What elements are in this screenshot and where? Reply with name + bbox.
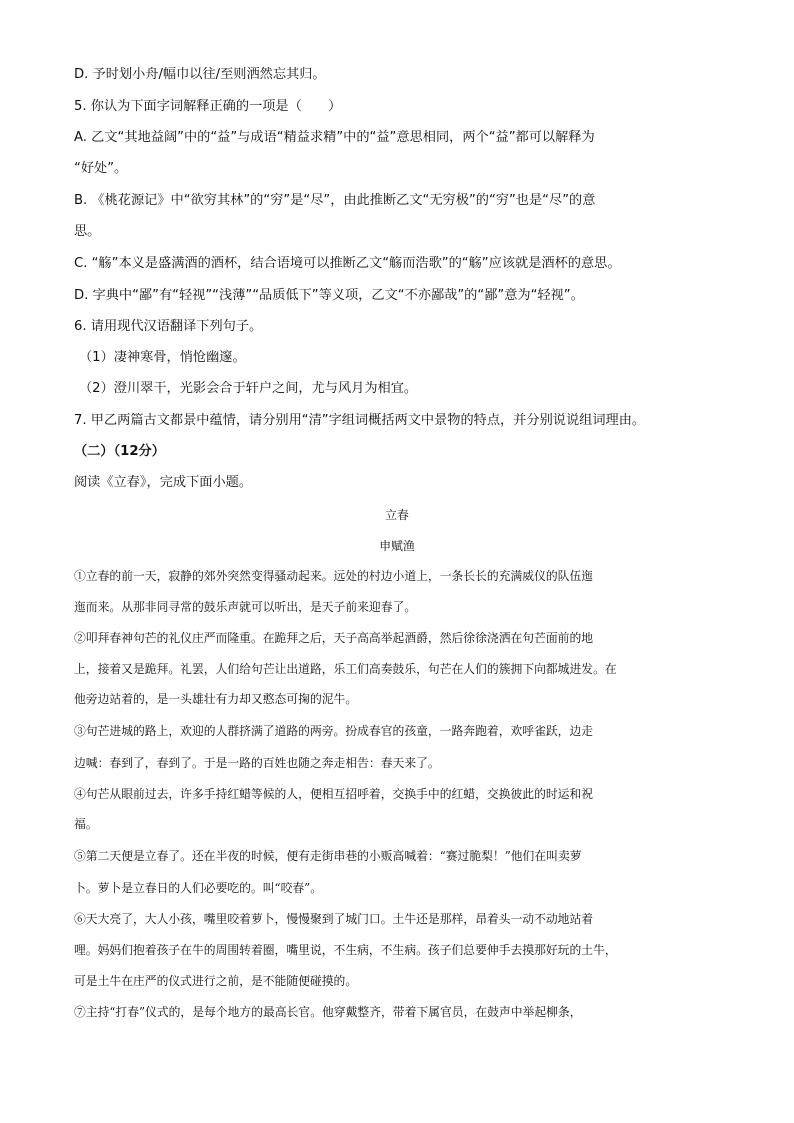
article-line: 上，接着又是跪拜。礼罢，人们给句芒让出道路，乐工们高奏鼓乐，句芒在人们的簇拥下向都城进发。在 (74, 662, 617, 676)
article-line: ⑥天大亮了，大人小孩，嘴里咬着萝卜，慢慢聚到了城门口。土牛还是那样，昂着头一动不动地站着 (74, 912, 594, 926)
q4-option-d: D. 予时划小舟/幅巾以往/至则洒然忘其归。 (74, 67, 326, 82)
q5-option-d: D. 字典中“鄙”有“轻视”“浅薄”“品质低下”等义项，乙文“不亦鄙哉”的“鄙”意为“轻视”。 (74, 288, 584, 303)
article-line: ①立春的前一天，寂静的郊外突然变得骚动起来。远处的村边小道上，一条长长的充满威仪的队伍迤 (74, 569, 594, 583)
article-line: ③句芒进城的路上，欢迎的人群挤满了道路的两旁。扮成春官的孩童，一路奔跑着，欢呼雀跃，边走 (74, 724, 594, 738)
q5-option-a-line2: “好处”。 (74, 161, 128, 176)
q5-option-b-line1: B. 《桃花源记》中“欲穷其林”的“穷”是“尽”，由此推断乙文“无穷极”的“穷”也是“尽”的意 (74, 193, 596, 208)
article-line: 福。 (74, 817, 98, 831)
section-2-instruction: 阅读《立春》，完成下面小题。 (74, 475, 253, 490)
article-line: ⑦主持“打春”仪式的，是每个地方的最高长官。他穿戴整齐，带着下属官员，在鼓声中举起柳条， (74, 1005, 582, 1019)
article-line: 边喊：春到了，春到了。于是一路的百姓也随之奔走相告：春天来了。 (74, 756, 440, 770)
article-line: 迤而来。从那非同寻常的鼓乐声就可以听出，是天子前来迎春了。 (74, 600, 417, 614)
question-6: 6. 请用现代汉语翻译下列句子。 (74, 319, 263, 334)
q6-item-2: （2）澄川翠干，光影会合于轩户之间，尤与风月为相宜。 (79, 381, 418, 396)
article-line: 他旁边站着的，是一头雄壮有力却又憨态可掬的泥牛。 (74, 692, 358, 706)
article-title: 立春 (385, 508, 409, 522)
q5-option-b-line2: 思。 (74, 224, 101, 239)
article-author: 申赋渔 (379, 539, 415, 553)
q6-item-1: （1）凄神寒骨，悄怆幽邃。 (79, 350, 246, 365)
q5-option-a-line1: A. 乙文“其地益阔”中的“益”与成语“精益求精”中的“益”意思相同，两个“益”都可以解释为 (74, 130, 595, 145)
article-line: ④句芒从眼前过去，许多手持红蜡等候的人，便相互招呼着，交换手中的红蜡，交换彼此的时运和祝 (74, 787, 594, 801)
q5-option-c: C. “觞”本义是盛满酒的酒杯，结合语境可以推断乙文“觞而浩歌”的“觞”应该就是酒杯的意思。 (74, 256, 621, 271)
article-line: ②叩拜春神句芒的礼仪庄严而隆重。在跪拜之后，天子高高举起酒爵，然后徐徐浇洒在句芒面前的地 (74, 631, 594, 645)
article-line: 哩。妈妈们抱着孩子在牛的周围转着圈，嘴里说，不生病，不生病。孩子们总要伸手去摸那好玩的土牛， (74, 943, 617, 957)
article-line: 可是土牛在庄严的仪式进行之前，是不能随便碰摸的。 (74, 974, 358, 988)
article-line: 卜。萝卜是立春日的人们必要吃的。叫“咬春”。 (74, 881, 323, 895)
question-7: 7. 甲乙两篇古文都景中蕴情，请分别用“清”字组词概括两文中景物的特点，并分别说说组词理由。 (74, 413, 646, 428)
section-2-heading: （二）（12分） (74, 444, 165, 459)
article-line: ⑤第二天便是立春了。还在半夜的时候，便有走街串巷的小贩高喊着：“赛过脆梨！”他们在叫卖萝 (74, 849, 582, 863)
question-5: 5. 你认为下面字词解释正确的一项是（ ） (74, 99, 342, 114)
